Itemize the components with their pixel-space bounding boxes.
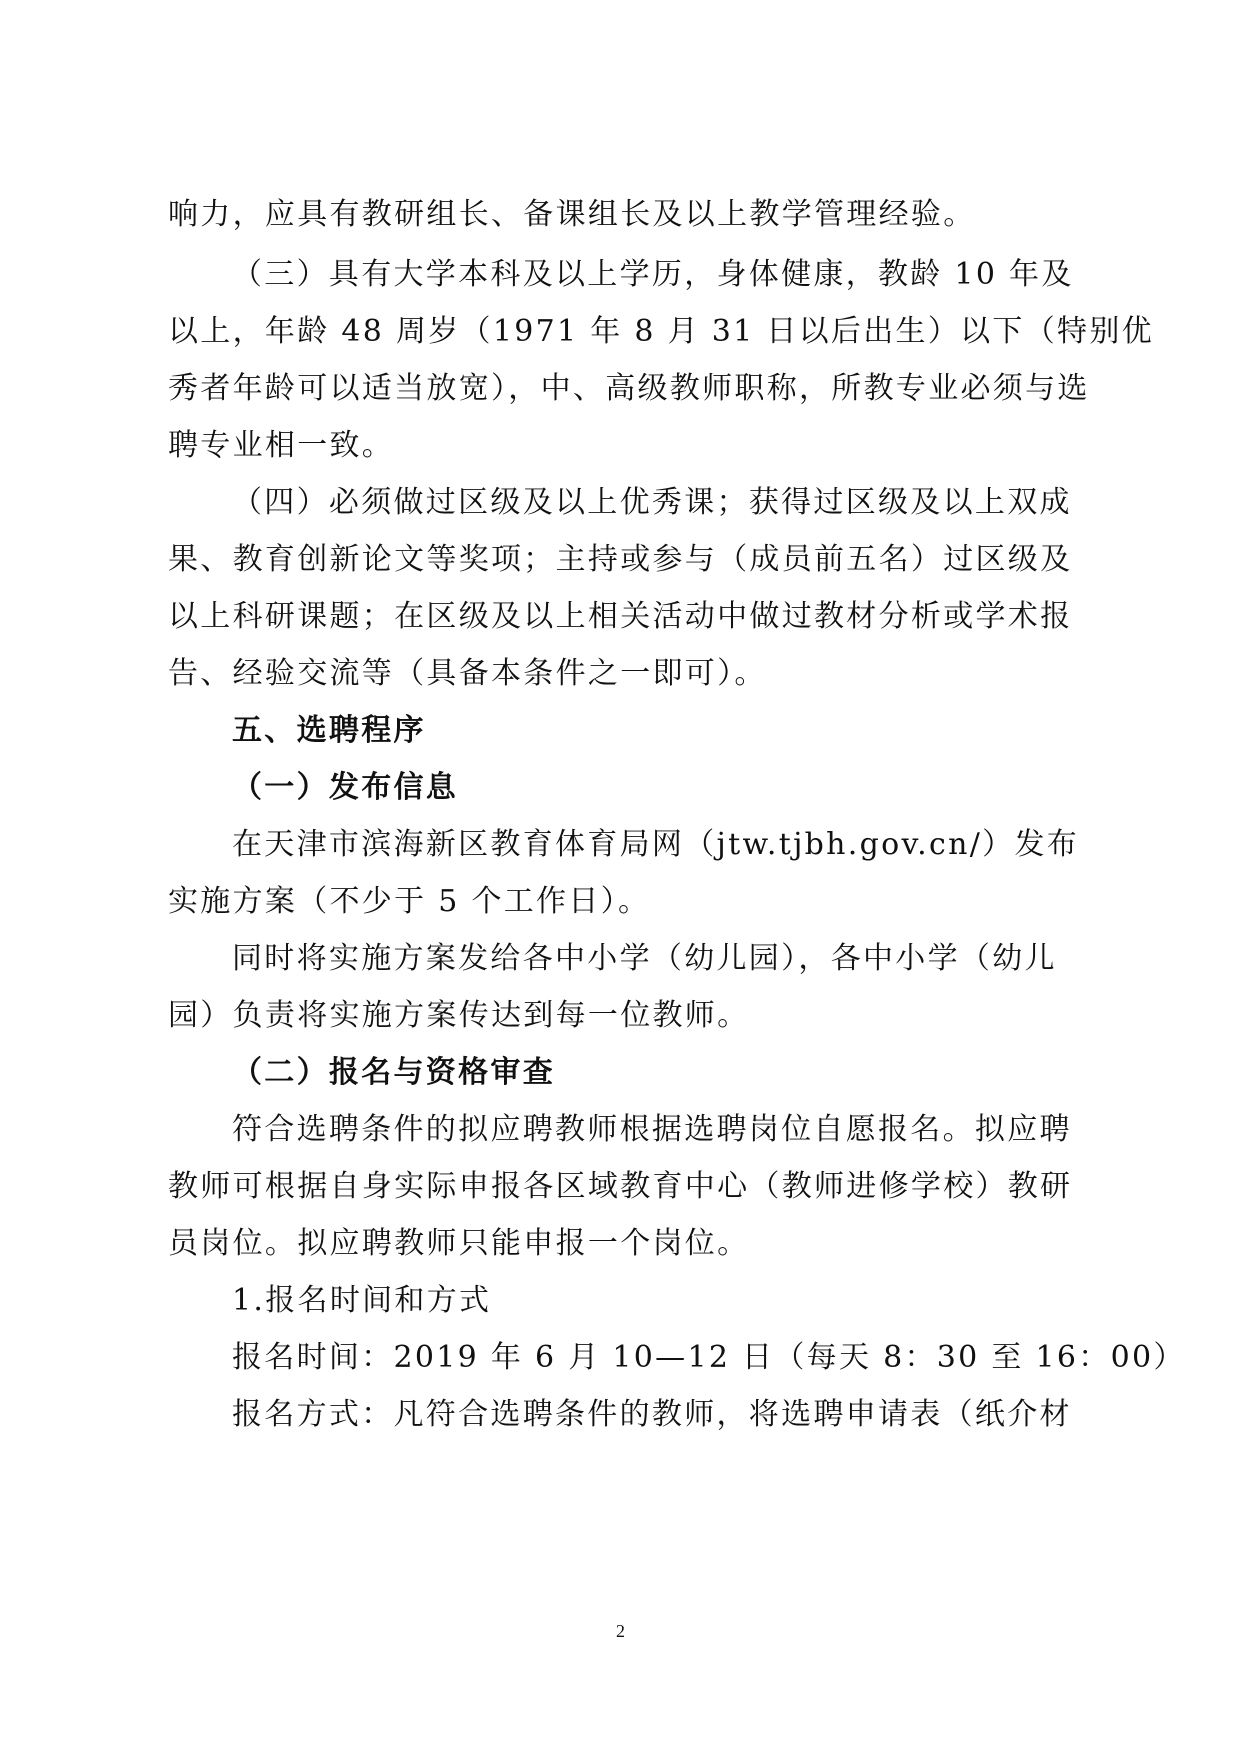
paragraph-line: （三）具有大学本科及以上学历，身体健康，教龄 10 年及 [232, 257, 1074, 292]
paragraph-line: 以上，年龄 48 周岁（1971 年 8 月 31 日以后出生）以下（特别优 [168, 314, 1154, 349]
paragraph-line: 符合选聘条件的拟应聘教师根据选聘岗位自愿报名。拟应聘 [232, 1112, 1072, 1147]
paragraph-line: 以上科研课题；在区级及以上相关活动中做过教材分析或学术报 [168, 599, 1073, 634]
subsection-heading: （二）报名与资格审查 [232, 1055, 555, 1090]
numbered-heading: 1.报名时间和方式 [232, 1283, 492, 1318]
paragraph-line: 园）负责将实施方案传达到每一位教师。 [168, 998, 750, 1033]
paragraph-line: 告、经验交流等（具备本条件之一即可）。 [168, 656, 767, 691]
paragraph-line: 在天津市滨海新区教育体育局网（jtw.tjbh.gov.cn/）发布 [232, 827, 1080, 862]
paragraph-line: 聘专业相一致。 [168, 428, 395, 463]
paragraph-line: 员岗位。拟应聘教师只能申报一个岗位。 [168, 1226, 750, 1261]
page-number: 2 [616, 1621, 625, 1641]
paragraph-line: 果、教育创新论文等奖项；主持或参与（成员前五名）过区级及 [168, 542, 1073, 577]
paragraph-line: 报名方式：凡符合选聘条件的教师，将选聘申请表（纸介材 [232, 1397, 1072, 1432]
paragraph-line: （四）必须做过区级及以上优秀课；获得过区级及以上双成 [232, 485, 1072, 520]
paragraph-line: 响力，应具有教研组长、备课组长及以上教学管理经验。 [168, 197, 976, 232]
paragraph-line: 秀者年龄可以适当放宽），中、高级教师职称，所教专业必须与选 [168, 371, 1090, 406]
paragraph-line: 同时将实施方案发给各中小学（幼儿园），各中小学（幼儿 [232, 941, 1057, 976]
paragraph-line: 教师可根据自身实际申报各区域教育中心（教师进修学校）教研 [168, 1169, 1073, 1204]
subsection-heading: （一）发布信息 [232, 770, 459, 805]
paragraph-line: 实施方案（不少于 5 个工作日）。 [168, 884, 651, 919]
section-heading: 五、选聘程序 [232, 713, 426, 748]
paragraph-line: 报名时间：2019 年 6 月 10—12 日（每天 8：30 至 16：00） [232, 1340, 1186, 1375]
